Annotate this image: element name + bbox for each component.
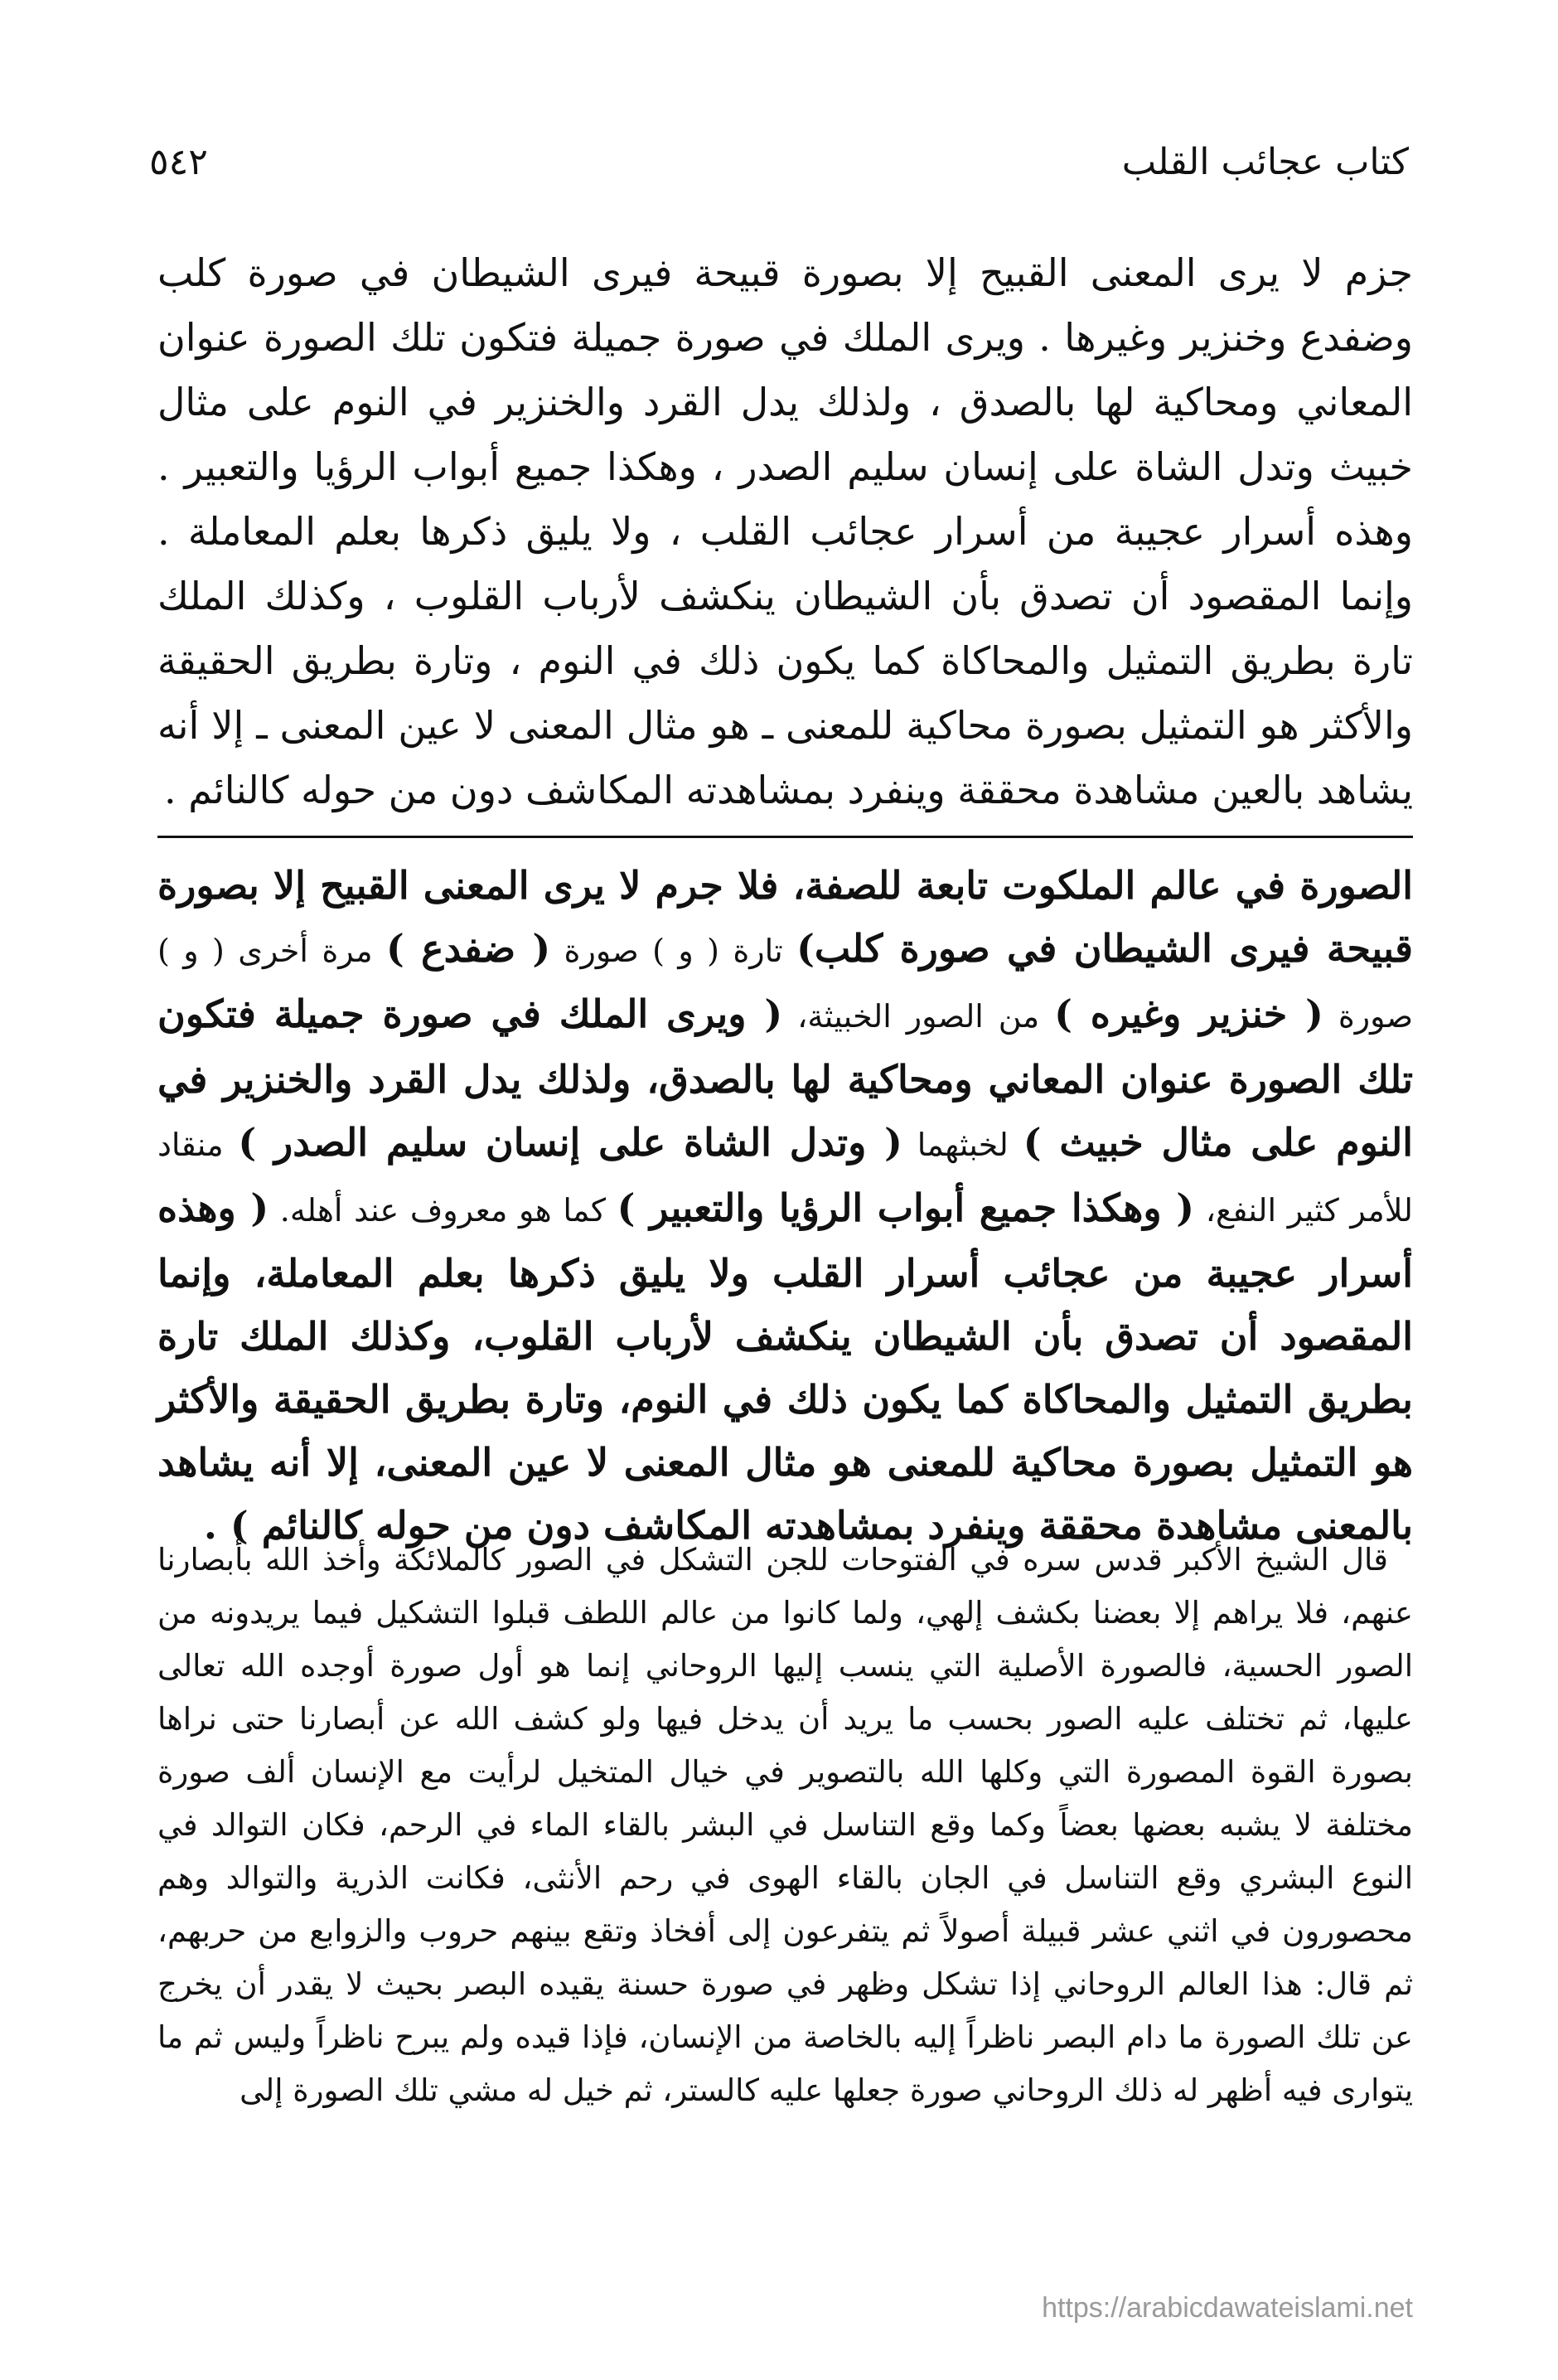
commentary-segment: ( ضفدع ) bbox=[386, 926, 551, 971]
commentary-segment: تارة ( و ) صورة bbox=[550, 933, 797, 969]
main-text: جزم لا يرى المعنى القبيح إلا بصورة قبيحة فيرى الشيطان في صورة كلب وضفدع وخنزير وغيرها . ويرى الملك في صورة جميلة فتكون تلك الصورة عنوان المعاني ومحاكية لها بالصدق ، ولذلك يدل القرد والخنزير في النوم على مثال خبيث وتدل الشاة على إنسان سليم الصدر ، وهكذا جميع أبواب الرؤيا والتعبير . وهذه أسرار عجيبة من أسرار عجائب القلب ، ولا يليق ذكرها بعلم المعاملة . وإنما المقصود أن تصدق بأن الشيطان ينكشف لأرباب القلوب ، وكذلك الملك تارة بطريق التمثيل والمحاكاة كما يكون ذلك في النوم ، وتارة بطريق الحقيقة والأكثر هو التمثيل بصورة محاكية للمعنى ـ هو مثال المعنى لا عين المعنى ـ إلا أنه يشاهد بالعين مشاهدة محققة وينفرد بمشاهدته المكاشف دون من حوله كالنائم . bbox=[157, 250, 1413, 812]
commentary-segment: لخبثهما bbox=[902, 1127, 1023, 1163]
commentary-segment: ( وهكذا جميع أبواب الرؤيا والتعبير ) bbox=[617, 1185, 1195, 1230]
commentary-segment: منقاد للأمر كثير النفع، bbox=[157, 1127, 1413, 1229]
commentary-segment: ( ويرى الملك في صورة جميلة فتكون تلك الصورة عنوان المعاني ومحاكية لها بالصدق، ولذلك يدل القرد والخنزير في النوم على مثال خبيث ) bbox=[157, 991, 1414, 1165]
commentary-text bbox=[157, 854, 1413, 1557]
commentary-segment: ( وتدل الشاة على إنسان سليم الصدر ) bbox=[238, 1120, 902, 1165]
book-title: كتاب عجائب القلب bbox=[1121, 140, 1409, 183]
commentary-segment: من الصور الخبيثة، bbox=[782, 998, 1055, 1035]
commentary-segment: ( وهذه أسرار عجيبة من عجائب أسرار القلب ولا يليق ذكرها بعلم المعاملة، وإنما المقصود أن تصدق بأن الشيطان ينكشف لأرباب القلوب، وكذلك الملك تارة بطريق التمثيل والمحاكاة كما يكون ذلك في النوم، وتارة بطريق الحقيقة والأكثر هو التمثيل بصورة محاكية للمعنى هو مثال المعنى لا عين المعنى، إلا أنه يشاهد بالمعنى مشاهدة محققة وينفرد بمشاهدته المكاشف دون من حوله كالنائم ) . bbox=[157, 1185, 1413, 1548]
page-header bbox=[149, 124, 1409, 199]
page-number: ٥٤٢ bbox=[149, 140, 208, 183]
commentary-segment: كما هو معروف عند أهله. bbox=[269, 1192, 617, 1229]
quote-text: قال الشيخ الأكبر قدس سره في الفتوحات للجن التشكل في الصور كالملائكة وأخذ الله بأبصارنا عنهم، فلا يراهم إلا بعضنا بكشف إلهي، ولما كانوا من عالم اللطف قبلوا التشكيل فيما يريدونه من الصور الحسية، فالصورة الأصلية التي ينسب إليها الروحاني إنما هو أول صورة أوجده الله تعالى عليها، ثم تختلف عليه الصور بحسب ما يريد أن يدخل فيها ولو كشف الله عن أبصارنا حتى نراها بصورة القوة المصورة التي وكلها الله بالتصوير في خيال المتخيل لرأيت مع الإنسان ألف صورة مختلفة لا يشبه بعضها بعضاً وكما وقع التناسل في البشر بالقاء الماء في الرحم، فكان التوالد في النوع البشري وقع التناسل في الجان بالقاء الهوى في رحم الأنثى، فكانت الذرية والتوالد وهم محصورون في اثني عشر قبيلة أصولاً ثم يتفرعون إلى أفخاذ وتقع بينهم حروب والزوابع من حربهم، ثم قال: هذا العالم الروحاني إذا تشكل وظهر في صورة حسنة يقيده البصر بحيث لا يقدر أن يخرج عن تلك الصورة ما دام البصر ناظراً إليه بالخاصة من الإنسان، فإذا قيده ولم يبرح ناظراً وليس ثم ما يتوارى فيه أظهر له ذلك الروحاني صورة جعلها عليه كالستر، ثم خيل له مشي تلك الصورة إلى bbox=[157, 1542, 1414, 2108]
commentary-segment: مرة أخرى ( و ) صورة bbox=[157, 933, 1413, 1035]
divider-line bbox=[157, 836, 1413, 838]
commentary-segment: ( خنزير وغيره ) bbox=[1054, 991, 1323, 1036]
commentary-segment: الصورة في عالم الملكوت تابعة للصفة، فلا جرم لا يرى المعنى القبيح إلا بصورة قبيحة فيرى الشيطان في صورة كلب) bbox=[157, 863, 1413, 971]
source-url[interactable]: https://arabicdawateislami.net bbox=[1042, 2292, 1413, 2324]
